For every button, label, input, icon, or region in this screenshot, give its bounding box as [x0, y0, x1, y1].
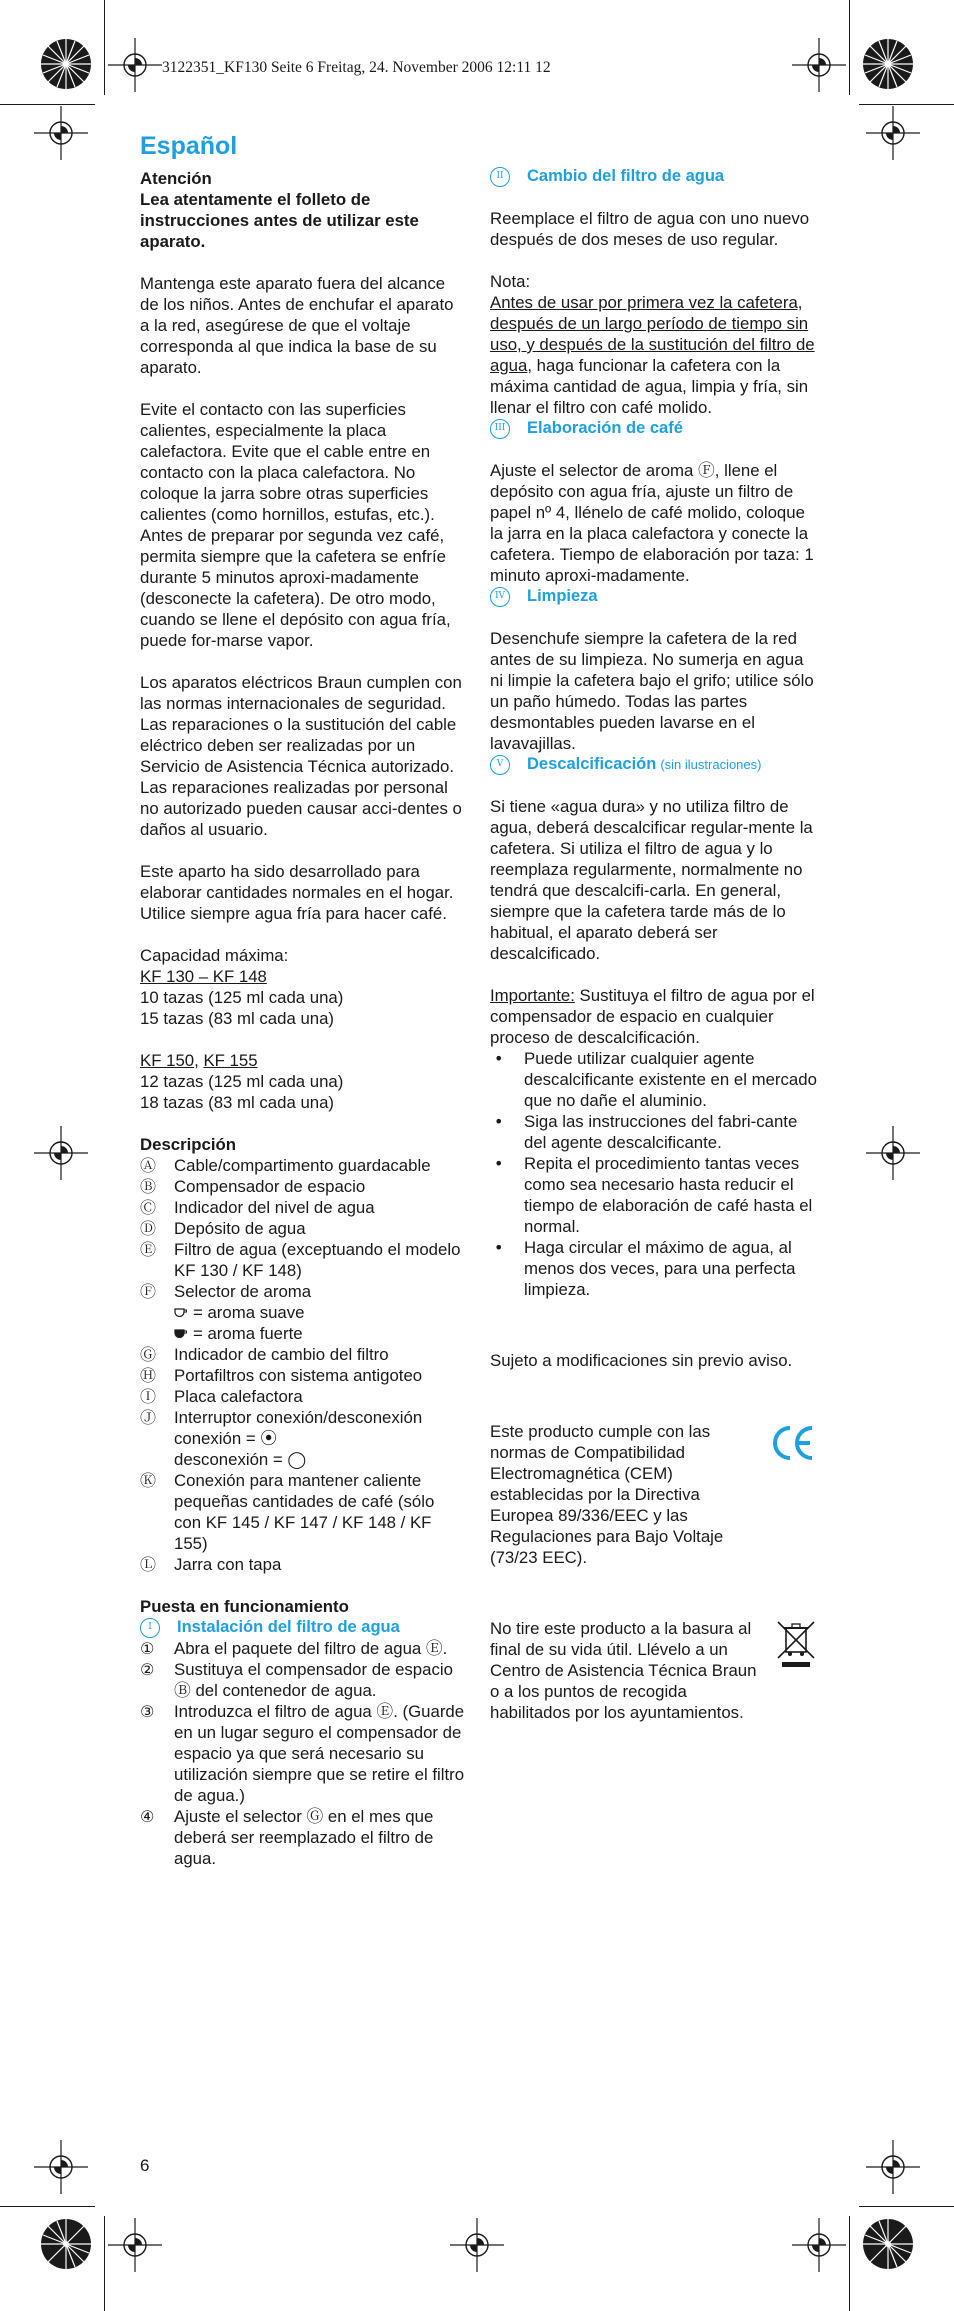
list-item-text: Abra el paquete del filtro de agua Ⓔ.: [174, 1639, 448, 1658]
letter-marker: Ⓓ: [140, 1219, 157, 1238]
list-item: [490, 1048, 820, 1111]
strong-aroma-cup-icon: [174, 1329, 188, 1338]
weee-block: [490, 1618, 820, 1723]
ce-mark-icon: [770, 1423, 816, 1463]
section-title: [490, 754, 820, 775]
bullet-list: [490, 1048, 820, 1300]
description-list: [140, 1470, 465, 1575]
list-item-text: Depósito de agua: [174, 1219, 306, 1238]
bullet-icon: •: [494, 1154, 504, 1173]
registration-mark-icon: [792, 38, 846, 92]
registration-mark-icon: [34, 2140, 88, 2194]
printer-rosette-icon: [40, 38, 92, 90]
capacity-model: KF 155: [203, 1051, 258, 1070]
list-item: [140, 1344, 465, 1365]
attention-heading: Atención: [140, 169, 212, 188]
section-number-icon: II: [490, 167, 510, 187]
description-list: [140, 1344, 465, 1428]
capacity-line: 18 tazas (83 ml cada una): [140, 1093, 335, 1112]
section-title: [490, 418, 820, 439]
attention-text: Lea atentamente el folleto de instrucciones antes de utilizar este aparato.: [140, 190, 419, 251]
letter-marker: Ⓔ: [140, 1240, 157, 1259]
registration-mark-icon: [866, 106, 920, 160]
capacity-line: 10 tazas (125 ml cada una): [140, 988, 344, 1007]
step-number: ①: [140, 1639, 155, 1658]
list-item: [140, 1806, 465, 1869]
capacity-model: KF 150: [140, 1051, 195, 1070]
paragraph: Este aparto ha sido desarrollado para elaborar cantidades normales en el hogar. Utilice siempre agua fría para hacer café.: [140, 862, 454, 923]
list-item: [140, 1239, 465, 1281]
crop-mark: [849, 0, 850, 95]
printer-rosette-icon: [862, 2218, 914, 2270]
list-item: [140, 1386, 465, 1407]
page-number: 6: [140, 2156, 150, 2175]
section-title-text: Cambio del filtro de agua: [527, 167, 725, 185]
registration-mark-icon: [866, 2140, 920, 2194]
list-item: [490, 1111, 820, 1153]
list-item: [140, 1365, 465, 1386]
mild-aroma-cup-icon: [174, 1308, 188, 1317]
list-item-text: Jarra con tapa: [174, 1555, 282, 1574]
list-item-text: Haga circular el máximo de agua, al menos dos veces, para una perfecta limpieza.: [524, 1238, 796, 1299]
registration-mark-icon: [450, 2218, 504, 2272]
bullet-icon: •: [494, 1112, 504, 1131]
section-number-icon: I: [140, 1618, 160, 1638]
section-title: [490, 586, 820, 607]
letter-marker: Ⓒ: [140, 1198, 157, 1217]
list-item: [140, 1470, 465, 1554]
note-underlined: Antes de usar por primera vez la cafetera, después de un largo período de tiempo sin uso, y después de la sustitución del filtro de agua: [490, 293, 815, 375]
list-item-text: Interruptor conexión/desconexión: [174, 1408, 423, 1427]
registration-mark-icon: [34, 1126, 88, 1180]
capacity-line: 12 tazas (125 ml cada una): [140, 1072, 344, 1091]
paragraph: Reemplace el filtro de agua con uno nuevo después de dos meses de uso regular.: [490, 209, 810, 249]
list-item-text: Indicador de cambio del filtro: [174, 1345, 389, 1364]
ce-block: [490, 1421, 820, 1568]
crop-mark: [859, 2206, 954, 2207]
right-column: [490, 166, 820, 1723]
list-item-text: Ajuste el selector Ⓖ en el mes que deberá ser reemplazado el filtro de agua.: [174, 1807, 434, 1868]
step-number: ④: [140, 1807, 155, 1826]
note-label: Nota:: [490, 272, 531, 291]
section-number-icon: IV: [490, 587, 510, 607]
crop-mark: [0, 2206, 95, 2207]
list-item: [140, 1638, 465, 1659]
list-item: [140, 1176, 465, 1197]
paragraph: Desenchufe siempre la cafetera de la red antes de su limpieza. No sumerja en agua ni limpie la cafetera bajo el grifo; utilice sólo un paño húmedo. Todas las partes desmontables pueden lavarse en el lavavajillas.: [490, 629, 814, 753]
registration-mark-icon: [866, 1126, 920, 1180]
list-item: [140, 1281, 465, 1302]
list-item-text: Introduzca el filtro de agua Ⓔ. (Guarde en un lugar seguro el compensador de espacio ya que será necesario su utilización siempre que se retire el filtro de agua.): [174, 1702, 465, 1805]
aroma-strong-text: = aroma fuerte: [193, 1324, 303, 1343]
aroma-strong-line: [140, 1323, 465, 1344]
paragraph: Si tiene «agua dura» y no utiliza filtro de agua, deberá descalcificar regular-mente la cafetera. Si utiliza el filtro de agua y lo reemplaza regularmente, normalmente no tendrá que descalcifi-carla. En general, siempre que la cafetera tarde más de lo habitual, el aparato deberá ser descalcificado.: [490, 797, 813, 963]
letter-marker: Ⓑ: [140, 1177, 157, 1196]
bullet-icon: •: [494, 1238, 504, 1257]
bullet-icon: •: [494, 1049, 504, 1068]
registration-mark-icon: [108, 2218, 162, 2272]
list-item-text: Sustituya el compensador de espacio Ⓑ del contenedor de agua.: [174, 1660, 453, 1700]
step-number: ②: [140, 1660, 155, 1679]
list-item-text: Filtro de agua (exceptuando el modelo KF 130 / KF 148): [174, 1240, 461, 1280]
important-paragraph: [490, 985, 820, 1048]
steps-list: [140, 1638, 465, 1869]
letter-marker: Ⓚ: [140, 1471, 157, 1490]
paragraph: Mantenga este aparato fuera del alcance de los niños. Antes de enchufar el aparato a la red, asegúrese de que el voltaje corresponda al que indica la base de su aparato.: [140, 274, 454, 377]
registration-mark-icon: [34, 106, 88, 160]
letter-marker: Ⓐ: [140, 1156, 157, 1175]
note-text: [490, 292, 820, 418]
weee-crossed-bin-icon: [774, 1618, 818, 1670]
paragraph: Ajuste el selector de aroma Ⓕ, llene el depósito con agua fría, ajuste un filtro de papel nº 4, llénelo de café molido, coloque la jarra en la placa calefactora y conecte la cafetera. Tiempo de elaboración por taza: 1 minuto aproxi-madamente.: [490, 461, 814, 585]
letter-marker: Ⓖ: [140, 1345, 157, 1364]
print-slug: 3122351_KF130 Seite 6 Freitag, 24. November 2006 12:11 12: [162, 59, 551, 76]
list-item-text: Indicador del nivel de agua: [174, 1198, 375, 1217]
section-note: (sin ilustraciones): [660, 757, 762, 772]
list-item: [140, 1554, 465, 1575]
section-title: [140, 1617, 465, 1638]
letter-marker: Ⓕ: [140, 1282, 157, 1301]
important-text: Sustituya el filtro de agua por el compensador de espacio en cualquier proceso de descalcificación.: [490, 986, 815, 1047]
section-title-text: Limpieza: [527, 587, 598, 605]
ce-text: Este producto cumple con las normas de Compatibilidad Electromagnética (CEM) establecidas por la Directiva Europea 89/336/EEC y las Regulaciones para Bajo Voltaje (73/23 EEC).: [490, 1422, 724, 1567]
weee-text: No tire este producto a la basura al final de su vida útil. Llévelo a un Centro de Asistencia Técnica Braun o a los puntos de recogida habilitados por los ayuntamientos.: [490, 1619, 757, 1722]
list-item-text: Compensador de espacio: [174, 1177, 366, 1196]
list-item-text: Repita el procedimiento tantas veces como sea necesario hasta reducir el tiempo de elaboración de café hasta el normal.: [524, 1154, 813, 1236]
paragraph: Los aparatos eléctricos Braun cumplen con las normas internacionales de seguridad. Las reparaciones o la sustitución del cable eléctrico deben ser realizadas por un Servicio de Asistencia Técnica autorizado. Las reparaciones realizadas por personal no autorizado pueden causar acci-dentes o daños al usuario.: [140, 673, 462, 839]
printer-rosette-icon: [40, 2218, 92, 2270]
list-item-text: Conexión para mantener caliente pequeñas cantidades de café (sólo con KF 145 / KF 147 / KF 148 / KF 155): [174, 1471, 435, 1553]
step-number: ③: [140, 1702, 155, 1721]
section-title-text: Elaboración de café: [527, 419, 683, 437]
letter-marker: Ⓘ: [140, 1387, 157, 1406]
registration-mark-icon: [792, 2218, 846, 2272]
letter-marker: Ⓙ: [140, 1408, 157, 1427]
section-title: [490, 166, 820, 187]
list-item: [140, 1407, 465, 1428]
list-item: [140, 1218, 465, 1239]
left-column: [140, 168, 465, 1869]
subject-to-change: Sujeto a modificaciones sin previo aviso.: [490, 1351, 793, 1370]
startup-heading: Puesta en funcionamiento: [140, 1597, 349, 1616]
list-item: [490, 1153, 820, 1237]
list-item-text: Selector de aroma: [174, 1282, 312, 1301]
aroma-mild-line: [140, 1302, 465, 1323]
section-number-icon: V: [490, 755, 510, 775]
page-title: Español: [140, 132, 238, 160]
crop-mark: [104, 2216, 105, 2311]
description-heading: Descripción: [140, 1135, 237, 1154]
printer-rosette-icon: [862, 38, 914, 90]
section-number-icon: III: [490, 419, 510, 439]
list-item: [140, 1155, 465, 1176]
list-item: [490, 1237, 820, 1300]
switch-on-line: conexión = ⦿: [174, 1429, 278, 1448]
registration-mark-icon: [108, 38, 162, 92]
letter-marker: Ⓗ: [140, 1366, 157, 1385]
list-item-text: Siga las instrucciones del fabri-cante del agente descalcificante.: [524, 1112, 798, 1152]
crop-mark: [849, 2216, 850, 2311]
list-item: [140, 1197, 465, 1218]
list-item-text: Placa calefactora: [174, 1387, 303, 1406]
description-list: [140, 1155, 465, 1302]
list-item: [140, 1659, 465, 1701]
paragraph: Antes de preparar por segunda vez café, permita siempre que la cafetera se enfríe durante 5 minutos aproxi-madamente (desconecte la cafetera). De otro modo, cuando se llene el depósito con agua fría, puede for-marse vapor.: [140, 526, 451, 650]
capacity-line: 15 tazas (83 ml cada una): [140, 1009, 335, 1028]
list-item-text: Cable/compartimento guardacable: [174, 1156, 431, 1175]
capacity-label: Capacidad máxima:: [140, 946, 289, 965]
switch-off-line: desconexión = ◯: [174, 1450, 307, 1469]
paragraph: Evite el contacto con las superficies calientes, especialmente la placa calefactora. Evite que el cable entre en contacto con la placa calefactora. No coloque la jarra sobre otras superficies calientes (como hornillos, estufas, etc.).: [140, 400, 435, 524]
list-item: [140, 1701, 465, 1806]
important-label: Importante:: [490, 986, 575, 1005]
capacity-model-separator: ,: [194, 1051, 204, 1070]
crop-mark: [104, 0, 105, 95]
list-item-text: Puede utilizar cualquier agente descalcificante existente en el mercado que no dañe el aluminio.: [524, 1049, 817, 1110]
list-item-text: Portafiltros con sistema antigoteo: [174, 1366, 423, 1385]
aroma-mild-text: = aroma suave: [193, 1303, 305, 1322]
section-title-text: Descalcificación: [527, 755, 657, 773]
section-title-text: Instalación del filtro de agua: [177, 1618, 400, 1636]
capacity-models: KF 130 – KF 148: [140, 967, 267, 986]
letter-marker: Ⓛ: [140, 1555, 157, 1574]
note-rest: , haga funcionar la cafetera con la máxima cantidad de agua, limpia y fría, sin llenar el filtro con café molido.: [490, 356, 809, 417]
